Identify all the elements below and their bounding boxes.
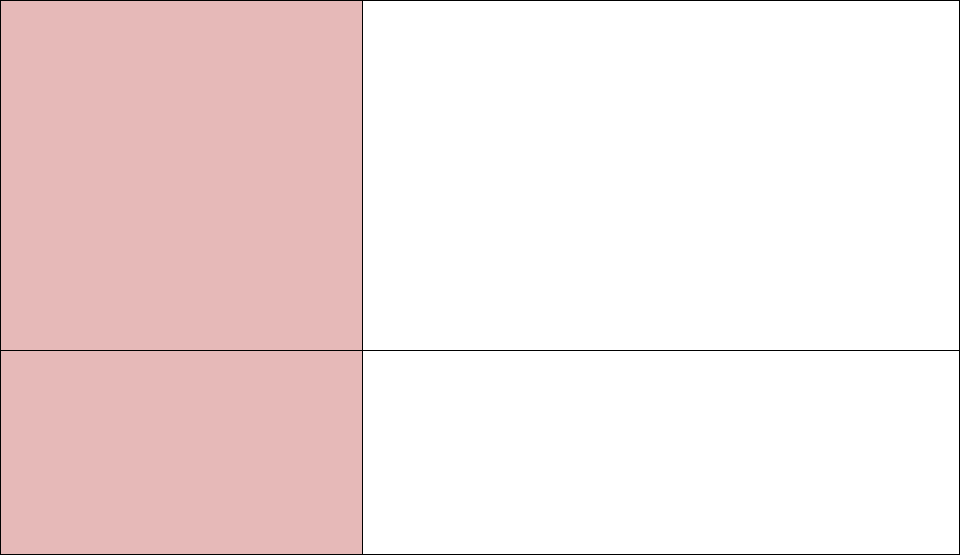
activity-list xyxy=(363,1,959,3)
table-row xyxy=(1,1,960,351)
goal-text-block xyxy=(1,351,362,359)
content-cell-bottom xyxy=(363,351,960,555)
table-row xyxy=(1,351,960,555)
goal-cell xyxy=(1,351,363,555)
content-cell-top xyxy=(363,1,960,351)
skills-list xyxy=(363,351,959,357)
empty-goal-cell xyxy=(1,1,363,351)
